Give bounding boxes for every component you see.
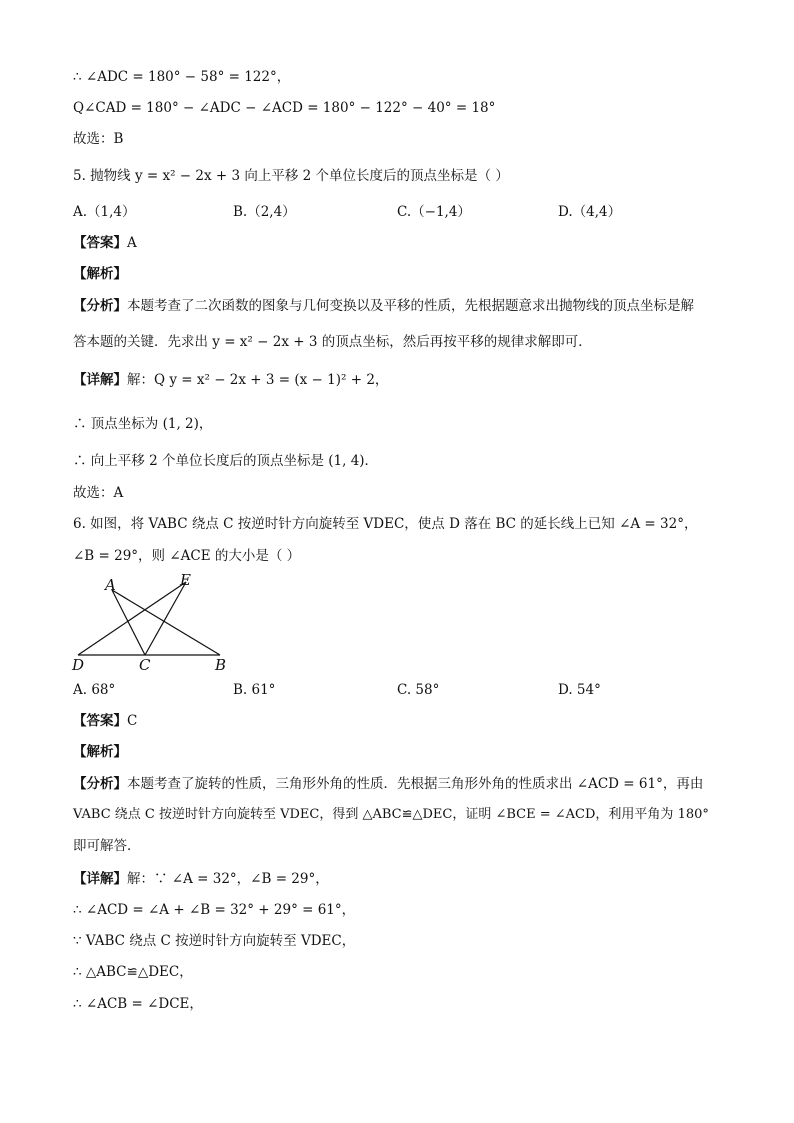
- fenxi-text: 本题考查了二次函数的图象与几何变换以及平移的性质，先根据题意求出抛物线的顶点坐标是解: [127, 298, 694, 314]
- text-line: Q∠CAD = 180° − ∠ADC − ∠ACD = 180° − 122° − 40° = 18°: [73, 100, 496, 116]
- question-5-stem: 5. 抛物线 y = x² − 2x + 3 向上平移 2 个单位长度后的顶点坐标是（ ）: [73, 168, 509, 184]
- q6-option-c: C. 58°: [397, 682, 440, 698]
- q5-analysis-tag: [73, 264, 127, 284]
- answer-value: A: [127, 235, 137, 251]
- q5-fenxi-1: [73, 296, 694, 316]
- q5-fenxi-2: 答本题的关键．先求出 y = x² − 2x + 3 的顶点坐标，然后再按平移的规律求解即可．: [73, 334, 592, 350]
- label-a: A: [105, 576, 116, 594]
- q5-option-b: B.（2,4）: [233, 204, 296, 220]
- label-e: E: [180, 571, 191, 589]
- analysis-tag: 【解析】: [73, 266, 127, 282]
- question-6-stem-1: 6. 如图，将 VABC 绕点 C 按逆时针方向旋转至 VDEC，使点 D 落在 BC 的延长线上已知 ∠A = 32°，: [73, 516, 698, 532]
- segment-ec: [145, 582, 186, 655]
- analysis-tag: 【解析】: [73, 744, 127, 760]
- fenxi-tag: 【分析】: [73, 298, 127, 314]
- q5-option-c: C.（−1,4）: [397, 204, 471, 220]
- q5-detail-3: ∴ 向上平移 2 个单位长度后的顶点坐标是 (1, 4)．: [73, 453, 379, 469]
- q6-detail-3: ∵ VABC 绕点 C 按逆时针方向旋转至 VDEC，: [73, 933, 356, 949]
- question-6-stem-2: ∠B = 29°，则 ∠ACE 的大小是（ ）: [73, 548, 301, 564]
- q6-fenxi-3: 即可解答．: [73, 838, 141, 854]
- q6-fenxi-2: VABC 绕点 C 按逆时针方向旋转至 VDEC，得到 △ABC≌△DEC，证明 ∠BCE = ∠ACD，利用平角为 180°: [73, 807, 709, 822]
- q6-answer: [73, 711, 137, 731]
- label-b: B: [215, 656, 227, 674]
- q5-answer: [73, 233, 137, 253]
- fenxi-tag: 【分析】: [73, 776, 127, 792]
- q6-detail-4: ∴ △ABC≌△DEC，: [73, 964, 193, 980]
- q5-option-a: A.（1,4）: [73, 204, 136, 220]
- segment-de: [78, 582, 186, 655]
- q5-detail-1: [73, 370, 388, 390]
- detail-tag: 【详解】: [73, 372, 127, 388]
- text-line: 故选：B: [73, 131, 124, 147]
- q5-option-d: D.（4,4）: [558, 204, 622, 220]
- label-d: D: [72, 656, 85, 674]
- text-line: ∴ ∠ADC = 180° − 58° = 122°，: [73, 69, 291, 85]
- q6-option-d: D. 54°: [558, 682, 601, 698]
- detail-text: 解：Q y = x² − 2x + 3 = (x − 1)² + 2，: [127, 372, 389, 388]
- q5-choice: 故选：A: [73, 485, 124, 501]
- q6-option-b: B. 61°: [233, 682, 276, 698]
- label-c: C: [139, 656, 151, 674]
- fenxi-text: 本题考查了旋转的性质，三角形外角的性质．先根据三角形外角的性质求出 ∠ACD = 61°，再由: [127, 776, 704, 792]
- q5-detail-2: ∴ 顶点坐标为 (1, 2)，: [73, 416, 213, 432]
- q6-analysis-tag: [73, 742, 127, 762]
- q6-fenxi-1: [73, 774, 703, 794]
- detail-text: 解：∵ ∠A = 32°，∠B = 29°，: [127, 871, 329, 887]
- q6-option-a: A. 68°: [73, 682, 116, 698]
- q6-detail-5: ∴ ∠ACB = ∠DCE，: [73, 996, 203, 1012]
- q6-detail-2: ∴ ∠ACD = ∠A + ∠B = 32° + 29° = 61°，: [73, 902, 356, 918]
- rotation-figure: [70, 570, 240, 675]
- answer-value: C: [127, 713, 138, 729]
- q6-detail-1: [73, 869, 329, 889]
- answer-tag: 【答案】: [73, 713, 127, 729]
- answer-tag: 【答案】: [73, 235, 127, 251]
- detail-tag: 【详解】: [73, 871, 127, 887]
